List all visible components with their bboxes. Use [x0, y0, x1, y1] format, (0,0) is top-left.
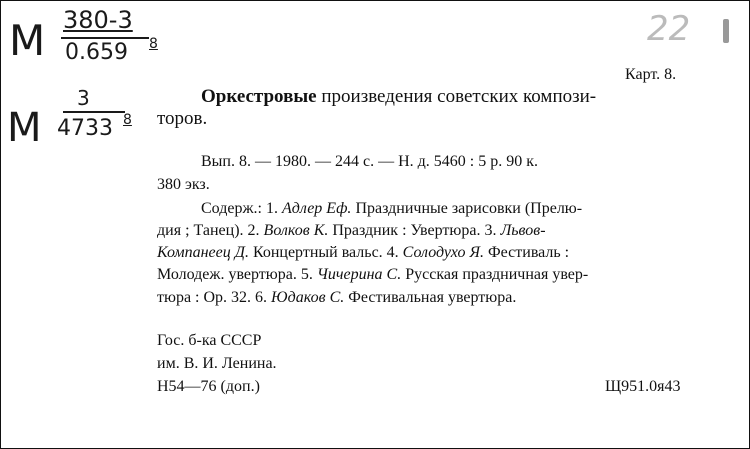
library-line-1: Гос. б-ка СССР	[157, 332, 262, 349]
title-bold: Оркестровые	[201, 86, 317, 107]
shelfmark-2-letter: М	[7, 105, 42, 151]
contents-text: Молодеж. увертюра. 5.	[157, 266, 317, 283]
contents-line-1	[201, 199, 582, 219]
contents-text: дия ; Танец). 2.	[157, 222, 264, 239]
composer-name: Солодухо Я.	[402, 244, 485, 261]
composer-name: Волков К.	[263, 222, 329, 239]
composer-name: Компанеец Д.	[157, 244, 249, 261]
contents-text: тюра : Ор. 32. 6.	[157, 289, 272, 306]
contents-text: Фестиваль :	[484, 244, 570, 261]
composer-name: Чичерина С.	[316, 266, 402, 283]
library-line-3: Н54—76 (доп.)	[157, 378, 260, 395]
library-line-2: им. В. И. Ленина.	[157, 355, 277, 372]
shelfmark-2-denominator: 4733	[57, 116, 113, 141]
contents-text: Праздник : Увертюра. 3.	[328, 222, 501, 239]
title-line-1	[201, 87, 596, 107]
corner-number: 22	[647, 9, 691, 49]
contents-line-3	[157, 243, 569, 263]
composer-name: Львов-	[500, 222, 546, 239]
publication-line-1: Вып. 8. — 1980. — 244 с. — Н. д. 5460 : 5 р. 90 к.	[201, 153, 538, 170]
shelfmark-2-numerator: 3	[77, 86, 90, 110]
contents-line-2	[157, 221, 546, 241]
contents-text: Концертный вальс. 4.	[248, 244, 403, 261]
shelfmark-2-superscript: 8	[123, 112, 132, 128]
composer-name: Юдаков С.	[271, 289, 345, 306]
contents-line-5	[157, 288, 516, 308]
title-rest: произведения советских компози-	[316, 86, 597, 107]
shelfmark-1-fraction-bar	[61, 37, 149, 39]
corner-mark	[723, 19, 729, 43]
contents-text: Содерж.: 1.	[201, 200, 282, 217]
contents-text: Праздничные зарисовки (Прелю-	[351, 200, 583, 217]
shelfmark-1-superscript: 8	[149, 36, 158, 52]
shelfmark-1-numerator: 380-3	[63, 6, 133, 34]
shelfmark-1-letter: М	[9, 16, 46, 65]
catalog-code: Щ951.0я43	[605, 378, 681, 395]
shelfmark-1-denominator: 0.659	[65, 40, 128, 65]
shelfmark-2-fraction-bar	[63, 111, 125, 113]
title-line-2: торов.	[157, 108, 208, 129]
publication-line-2: 380 экз.	[157, 176, 210, 193]
composer-name: Адлер Еф.	[281, 200, 352, 217]
contents-line-4	[157, 265, 588, 285]
card-number: Карт. 8.	[625, 66, 677, 83]
contents-text: Фестивальная увертюра.	[344, 289, 517, 306]
contents-text: Русская праздничная увер-	[401, 266, 589, 283]
